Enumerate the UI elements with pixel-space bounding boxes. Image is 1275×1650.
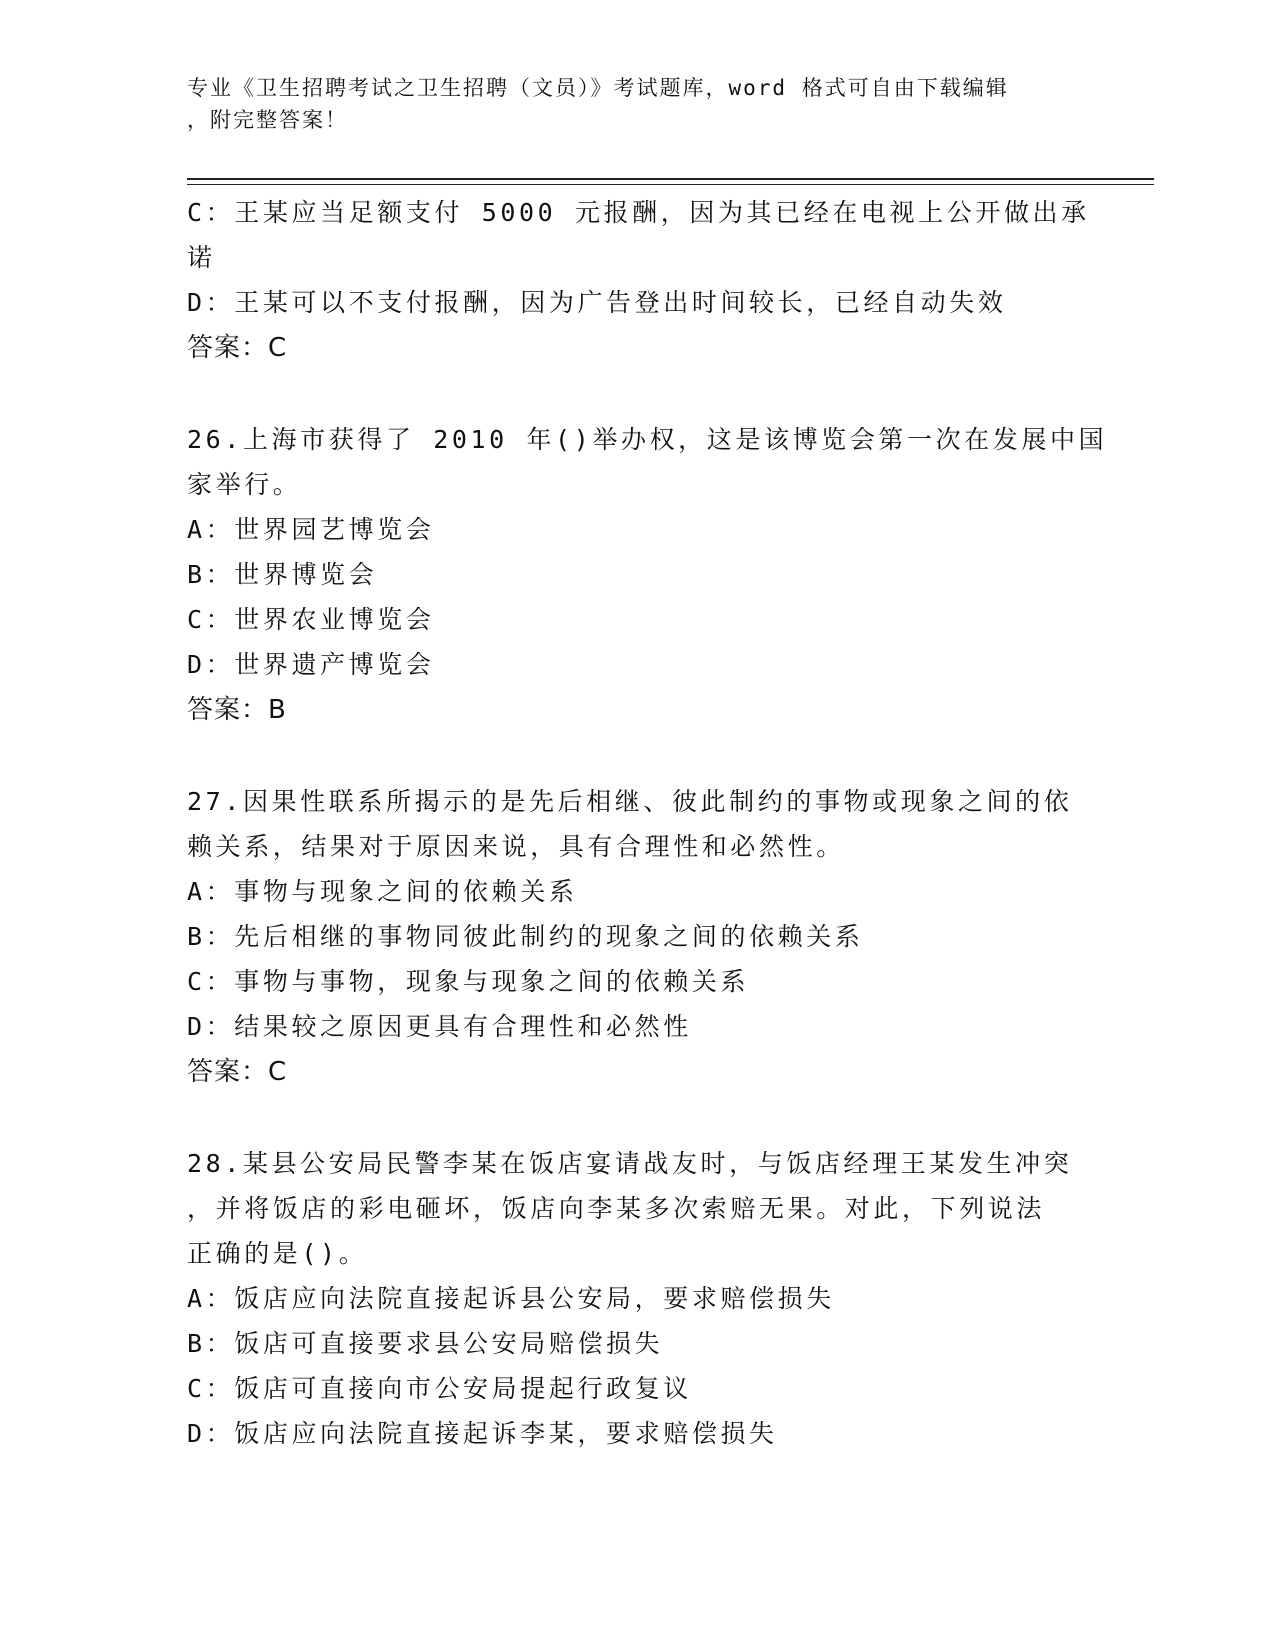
header-line-1: 专业《卫生招聘考试之卫生招聘（文员）》考试题库，word 格式可自由下载编辑	[187, 76, 1009, 100]
answer-label: 答案：B	[187, 695, 287, 725]
header-divider-thin	[187, 184, 1154, 185]
question-stem-line-2: 赖关系，结果对于原因来说，具有合理性和必然性。	[187, 832, 845, 861]
option-c: C：事物与事物，现象与现象之间的依赖关系	[187, 967, 750, 996]
question-stem-line-1: 28.某县公安局民警李某在饭店宴请战友时，与饭店经理王某发生冲突	[187, 1149, 1073, 1178]
question-26	[187, 417, 1108, 733]
question-stem-line-3: 正确的是()。	[187, 1239, 368, 1268]
question-stem-line-1: 27.因果性联系所揭示的是先后相继、彼此制约的事物或现象之间的依	[187, 787, 1073, 816]
option-b: B：世界博览会	[187, 560, 378, 589]
option-d: D：饭店应向法院直接起诉李某，要求赔偿损失	[187, 1419, 778, 1448]
option-a: A：事物与现象之间的依赖关系	[187, 877, 578, 906]
header-line-2: ，附完整答案！	[187, 108, 348, 132]
option-c: C：饭店可直接向市公安局提起行政复议	[187, 1374, 692, 1403]
answer-label: 答案：C	[187, 1057, 288, 1087]
question-25-tail	[187, 190, 1090, 371]
answer-label: 答案：C	[187, 333, 288, 363]
option-d: D：王某可以不支付报酬，因为广告登出时间较长，已经自动失效	[187, 288, 1007, 317]
question-28	[187, 1141, 1087, 1456]
header-divider-thick	[187, 178, 1154, 180]
question-stem-line-2: 家举行。	[187, 470, 302, 499]
option-c-line-1: C：王某应当足额支付 5000 元报酬，因为其已经在电视上公开做出承	[187, 198, 1090, 227]
option-d: D：世界遗产博览会	[187, 650, 435, 679]
question-27	[187, 779, 1087, 1095]
option-a: A：饭店应向法院直接起诉县公安局，要求赔偿损失	[187, 1284, 835, 1313]
option-d: D：结果较之原因更具有合理性和必然性	[187, 1012, 692, 1041]
question-content	[187, 190, 1108, 1456]
option-c-line-2: 诺	[187, 243, 216, 272]
option-c: C：世界农业博览会	[187, 605, 435, 634]
option-b: B：先后相继的事物同彼此制约的现象之间的依赖关系	[187, 922, 864, 951]
option-a: A：世界园艺博览会	[187, 515, 435, 544]
question-stem-line-1: 26.上海市获得了 2010 年()举办权，这是该博览会第一次在发展中国	[187, 425, 1108, 454]
option-b: B：饭店可直接要求县公安局赔偿损失	[187, 1329, 664, 1358]
question-stem-line-2: ，并将饭店的彩电砸坏，饭店向李某多次索赔无果。对此，下列说法	[187, 1194, 1046, 1223]
document-header	[187, 72, 1067, 136]
